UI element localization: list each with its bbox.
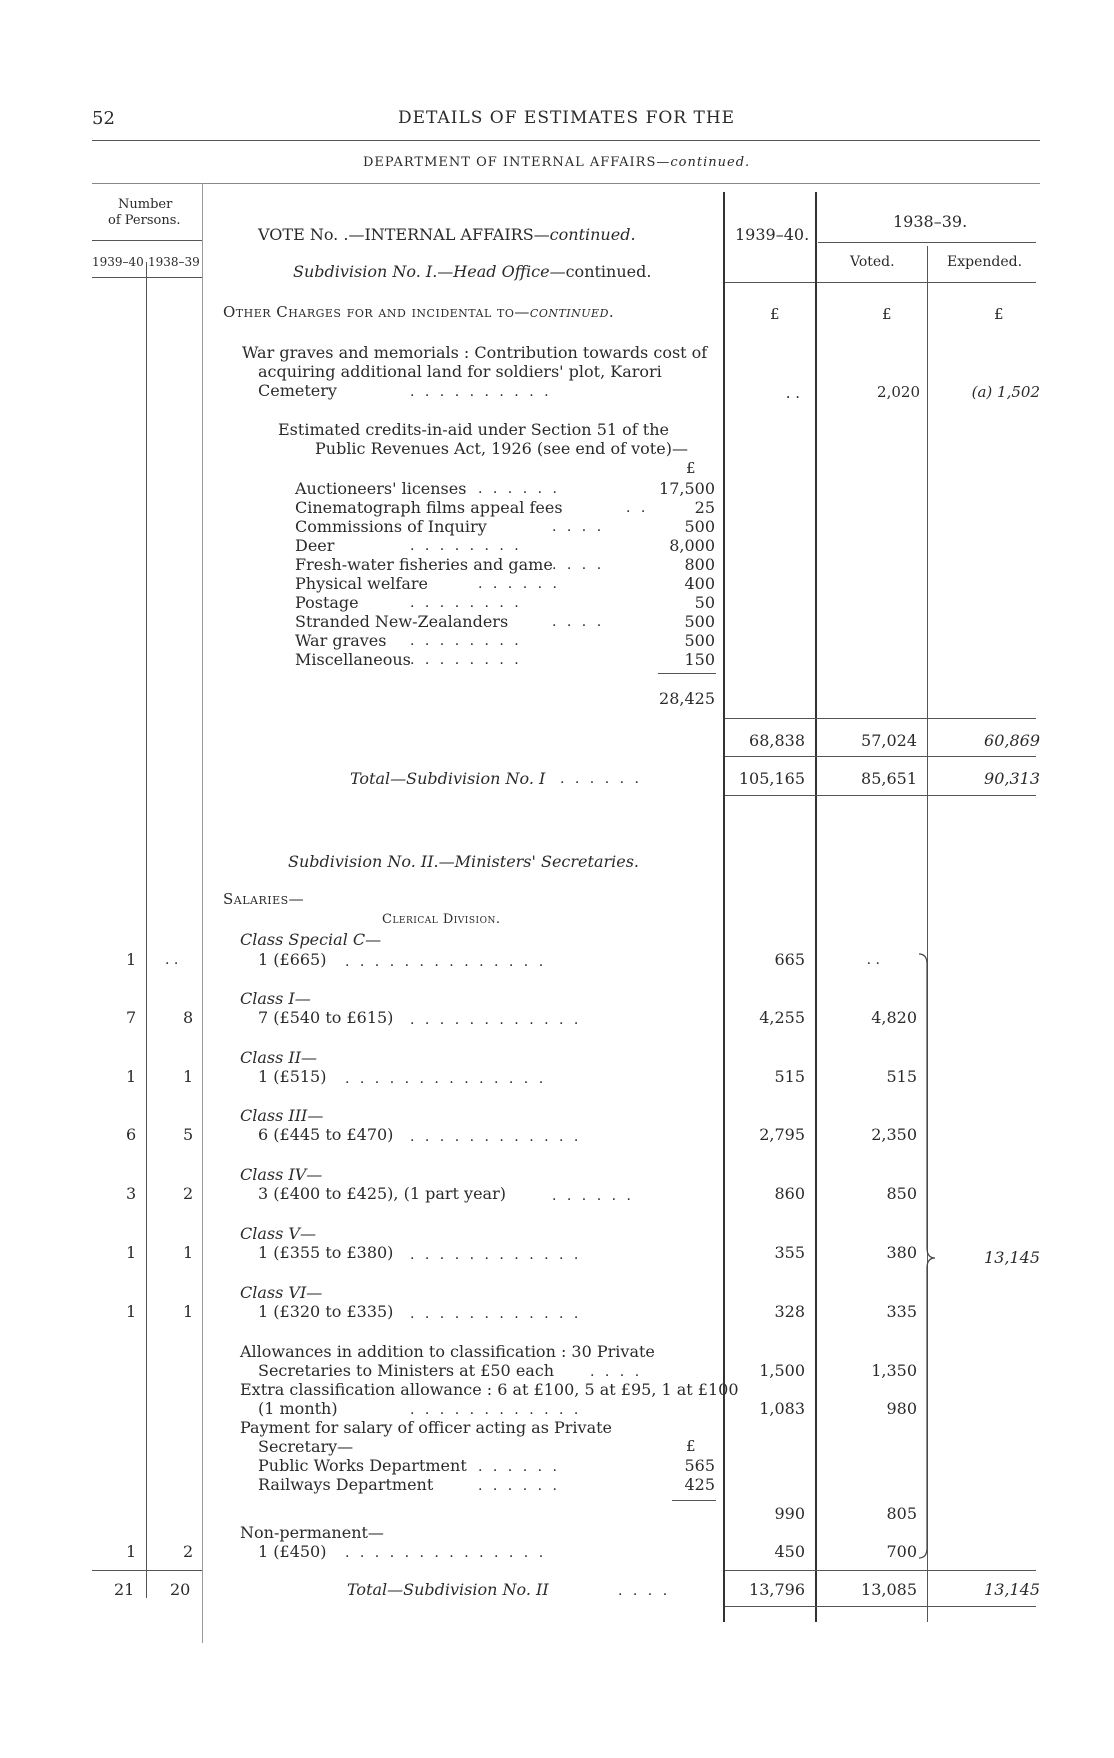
credit-amount: 500: [684, 612, 715, 631]
class-voted: . .: [866, 952, 880, 968]
vote-title: [258, 225, 636, 244]
sub1-total-dots: . . . . . .: [560, 771, 642, 787]
class-persons-1939: 6: [126, 1125, 137, 1144]
allowances-line-1: Allowances in addition to classification : 30 Private: [240, 1342, 655, 1361]
class-persons-1939: 7: [126, 1008, 137, 1027]
payment-dots: . . . . . .: [478, 1459, 560, 1475]
class-voted: 850: [886, 1184, 917, 1203]
extra-line-2: (1 month): [258, 1399, 338, 1418]
credit-amount: 400: [684, 574, 715, 593]
credit-label: War graves: [295, 631, 387, 650]
class-detail: 7 (£540 to £615): [258, 1008, 394, 1027]
class-detail: 1 (£665): [258, 950, 327, 969]
class-dots: . . . . . . . . . . . . . .: [345, 1071, 547, 1087]
war-graves-line-2: acquiring additional land for soldiers' plot, Karori: [258, 362, 662, 381]
class-voted: 515: [886, 1067, 917, 1086]
other-charges-1939: 68,838: [749, 731, 805, 750]
credit-dots: . .: [626, 500, 649, 516]
class-1939: 4,255: [759, 1008, 805, 1027]
persons-col-1939: 1939–40: [92, 255, 144, 269]
class-detail: 6 (£445 to £470): [258, 1125, 394, 1144]
sub2-total-top-rule: [725, 1570, 1036, 1571]
sub2-total-voted: 13,085: [861, 1580, 917, 1599]
credit-label: Stranded New-Zealanders: [295, 612, 509, 631]
persons-subheader-rule: [92, 277, 202, 278]
payment-amount: 425: [684, 1475, 715, 1494]
sub2-total-bottom-rule: [725, 1606, 1036, 1607]
class-1939: 860: [774, 1184, 805, 1203]
class-persons-1939: 1: [126, 1243, 137, 1262]
other-charges-voted: 57,024: [861, 731, 917, 750]
page-title-text: DETAILS OF ESTIMATES FOR THE: [398, 108, 736, 128]
vote-title-continued: continued.: [549, 225, 636, 244]
other-charges-heading: [223, 303, 614, 321]
allowances-line-2: Secretaries to Ministers at £50 each: [258, 1361, 555, 1380]
class-persons-1938: 1: [183, 1243, 194, 1262]
credit-label: Deer: [295, 536, 335, 555]
department-title: [363, 155, 750, 170]
payment-sum-rule: [672, 1500, 716, 1501]
persons-right-rule: [202, 183, 203, 1643]
class-detail: 1 (£515): [258, 1067, 327, 1086]
extra-line-1: Extra classification allowance : 6 at £100, 5 at £95, 1 at £100: [240, 1380, 739, 1399]
war-graves-expended: (a) 1,502: [971, 383, 1040, 401]
class-name: Class II—: [240, 1048, 318, 1067]
class-1939: 355: [774, 1243, 805, 1262]
table-top-rule: [92, 183, 1040, 184]
class-1939: 515: [774, 1067, 805, 1086]
payment-amount: 565: [684, 1456, 715, 1475]
sub1-total-label: Total—Subdivision No. I: [350, 769, 546, 788]
department-name: DEPARTMENT OF INTERNAL AFFAIRS—: [363, 155, 671, 170]
payment-line-1: Payment for salary of officer acting as Private: [240, 1418, 612, 1437]
class-persons-1938: . .: [165, 952, 179, 968]
col-1939-header: 1939–40.: [735, 225, 810, 244]
class-name: Class III—: [240, 1106, 324, 1125]
class-detail: 1 (£320 to £335): [258, 1302, 394, 1321]
payment-label: Railways Department: [258, 1475, 434, 1494]
col-1938-header: 1938–39.: [893, 212, 968, 231]
credit-amount: 150: [684, 650, 715, 669]
expended-bracket-total: 13,145: [984, 1248, 1040, 1267]
extra-dots: . . . . . . . . . . . .: [410, 1402, 582, 1418]
rule-1939-right: [815, 192, 817, 1622]
credit-amount: 500: [684, 517, 715, 536]
persons-header-rule: [92, 240, 202, 241]
persons-col-1938: 1938–39: [148, 255, 200, 269]
class-dots: . . . . . . . . . . . . . .: [345, 954, 547, 970]
class-persons-1938: 5: [183, 1125, 194, 1144]
war-graves-dots: . . . . . . . . . .: [410, 384, 552, 400]
sub2-total-expended: 13,145: [984, 1580, 1040, 1599]
class-voted: 4,820: [871, 1008, 917, 1027]
salaries-heading: Salaries—: [223, 890, 305, 908]
sub1-total-bottom-rule: [725, 795, 1036, 796]
sub2-total-persons-1938: 20: [170, 1580, 191, 1599]
class-persons-1939: 1: [126, 950, 137, 969]
war-graves-voted: 2,020: [877, 383, 920, 401]
class-dots: . . . . . . . . . . . .: [410, 1012, 582, 1028]
class-persons-1939: 3: [126, 1184, 137, 1203]
class-voted: 335: [886, 1302, 917, 1321]
credit-label: Miscellaneous: [295, 650, 411, 669]
nonperm-persons-1939: 1: [126, 1542, 137, 1561]
class-1939: 665: [774, 950, 805, 969]
sub1-total-voted: 85,651: [861, 769, 917, 788]
class-persons-1939: 1: [126, 1067, 137, 1086]
class-dots: . . . . . .: [552, 1188, 634, 1204]
class-dots: . . . . . . . . . . . .: [410, 1129, 582, 1145]
credit-amount: 25: [694, 498, 715, 517]
department-continued: continued.: [670, 155, 751, 170]
class-name: Class IV—: [240, 1165, 323, 1184]
credit-dots: . . . . . . . .: [410, 595, 522, 611]
war-graves-1939: . .: [785, 384, 800, 402]
sub1-total-top-rule: [725, 756, 1036, 757]
credit-dots: . . . . . . . .: [410, 633, 522, 649]
payment-dots: . . . . . .: [478, 1478, 560, 1494]
class-name: Class Special C—: [240, 930, 382, 949]
sub1-total-expended: 90,313: [984, 769, 1040, 788]
other-charges-total-rule: [725, 718, 1036, 719]
class-name: Class VI—: [240, 1283, 323, 1302]
column-header-rule: [725, 282, 1036, 283]
credit-dots: . . . . . . . .: [410, 652, 522, 668]
class-name: Class V—: [240, 1224, 316, 1243]
credit-label: Physical welfare: [295, 574, 428, 593]
sub2-total-1939: 13,796: [749, 1580, 805, 1599]
credit-amount: 500: [684, 631, 715, 650]
class-voted: 380: [886, 1243, 917, 1262]
allowances-voted: 1,350: [871, 1361, 917, 1380]
extra-voted: 980: [886, 1399, 917, 1418]
credit-amount: 17,500: [659, 479, 715, 498]
credit-dots: . . . . . .: [478, 576, 560, 592]
credit-label: Postage: [295, 593, 359, 612]
persons-header-1: Number: [118, 197, 173, 212]
class-1939: 328: [774, 1302, 805, 1321]
credit-label: Cinematograph films appeal fees: [295, 498, 563, 517]
nonperm-1939: 450: [774, 1542, 805, 1561]
voted-header: Voted.: [850, 254, 895, 270]
credit-label: Auctioneers' licenses: [295, 479, 467, 498]
payment-label: Public Works Department: [258, 1456, 467, 1475]
class-dots: . . . . . . . . . . . .: [410, 1247, 582, 1263]
persons-header-2: of Persons.: [108, 213, 181, 228]
clerical-heading: Clerical Division.: [382, 912, 501, 927]
credit-amount: 8,000: [669, 536, 715, 555]
nonperm-voted: 700: [886, 1542, 917, 1561]
credit-dots: . . . .: [552, 614, 605, 630]
class-persons-1938: 8: [183, 1008, 194, 1027]
page-number: 52: [92, 108, 115, 129]
sub1-total-1939: 105,165: [738, 769, 805, 788]
subdivision-1-text: Subdivision No. I.—Head Office—: [293, 262, 566, 281]
class-persons-1939: 1: [126, 1302, 137, 1321]
credit-label: Commissions of Inquiry: [295, 517, 487, 536]
war-graves-line-1: War graves and memorials : Contribution towards cost of: [242, 343, 708, 362]
credit-dots: . . . .: [552, 519, 605, 535]
credits-pound: £: [686, 459, 696, 477]
expended-header: Expended.: [947, 254, 1023, 270]
nonperm-dots: . . . . . . . . . . . . . .: [345, 1545, 547, 1561]
credit-dots: . . . . . . . .: [410, 538, 522, 554]
class-1939: 2,795: [759, 1125, 805, 1144]
credits-intro-2: Public Revenues Act, 1926 (see end of vote)—: [315, 439, 688, 458]
subdivision-1-continued: continued.: [565, 262, 652, 281]
nonperm-persons-1938: 2: [183, 1542, 194, 1561]
sub2-total-label: Total—Subdivision No. II: [347, 1580, 549, 1599]
credits-sum-rule: [658, 673, 716, 674]
other-charges-continued: continued.: [529, 303, 615, 321]
allowances-1939: 1,500: [759, 1361, 805, 1380]
payment-1939: 990: [774, 1504, 805, 1523]
allowances-dots: . . . .: [590, 1364, 643, 1380]
persons-divider: [146, 262, 147, 1598]
credits-intro-1: Estimated credits-in-aid under Section 51 of the: [278, 420, 669, 439]
subdivision-1-title: [293, 262, 651, 281]
pound-1939: £: [770, 305, 780, 323]
extra-1939: 1,083: [759, 1399, 805, 1418]
war-graves-line-3: Cemetery: [258, 381, 337, 400]
class-detail: 3 (£400 to £425), (1 part year): [258, 1184, 506, 1203]
class-persons-1938: 2: [183, 1184, 194, 1203]
sub2-total-dots: . . . .: [618, 1583, 671, 1599]
subdivision-2-title: Subdivision No. II.—Ministers' Secretaries.: [288, 852, 640, 871]
class-persons-1938: 1: [183, 1067, 194, 1086]
class-voted: 2,350: [871, 1125, 917, 1144]
sub2-total-persons-1939: 21: [114, 1580, 135, 1599]
credit-label: Fresh-water fisheries and game: [295, 555, 553, 574]
other-charges-expended: 60,869: [984, 731, 1040, 750]
sub2-total-top-rule-persons: [92, 1570, 202, 1571]
credit-dots: . . . . . .: [478, 481, 560, 497]
other-charges-text: Other Charges for and incidental to—: [223, 303, 530, 321]
payment-voted: 805: [886, 1504, 917, 1523]
class-detail: 1 (£355 to £380): [258, 1243, 394, 1262]
payment-pound: £: [686, 1437, 696, 1455]
vote-title-text: VOTE No. .—INTERNAL AFFAIRS—: [258, 225, 550, 244]
pound-voted: £: [882, 305, 892, 323]
page-title: [398, 108, 735, 128]
header-rule: [92, 140, 1040, 141]
payment-line-2: Secretary—: [258, 1437, 354, 1456]
pound-expended: £: [994, 305, 1004, 323]
credit-amount: 800: [684, 555, 715, 574]
class-dots: . . . . . . . . . . . .: [410, 1306, 582, 1322]
credits-total: 28,425: [659, 689, 715, 708]
class-name: Class I—: [240, 989, 311, 1008]
nonperm-detail: 1 (£450): [258, 1542, 327, 1561]
nonperm-heading: Non-permanent—: [240, 1523, 384, 1542]
col-1938-rule: [818, 242, 1036, 243]
credit-dots: . . . .: [552, 557, 605, 573]
credit-amount: 50: [694, 593, 715, 612]
class-persons-1938: 1: [183, 1302, 194, 1321]
